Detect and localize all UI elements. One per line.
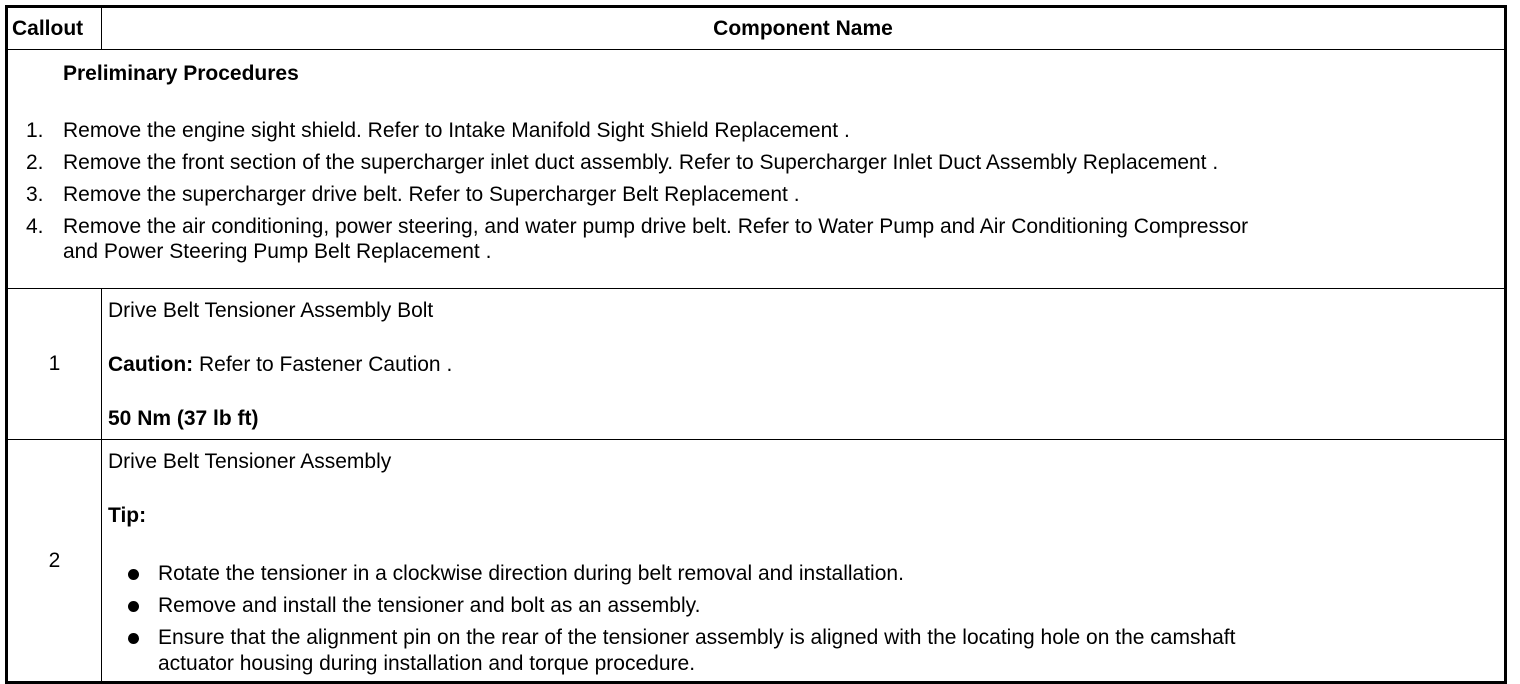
step-number: 2. [26,151,44,174]
preliminary-row [7,50,1506,289]
component-detail-cell [102,289,1506,440]
preliminary-step [8,116,1504,146]
step-text: Remove the engine sight shield. Refer to Intake Manifold Sight Shield Replacement . [63,119,850,142]
bullet-icon [128,633,139,644]
component-name-column-header: Component Name [102,7,1506,50]
tip-text: Remove and install the tensioner and bolt as an assembly. [158,594,701,617]
procedure-table [5,5,1507,684]
step-number: 1. [26,119,44,142]
step-text: Remove the supercharger drive belt. Refer to Supercharger Belt Replacement . [63,183,800,206]
bullet-icon [128,601,139,612]
preliminary-step [8,180,1504,210]
step-text: Remove the air conditioning, power steering, and water pump drive belt. Refer to Water Pump and Air Conditioning Compressor [63,215,1249,238]
bullet-icon [128,569,139,580]
step-text: Remove the front section of the supercharger inlet duct assembly. Refer to Supercharger Inlet Duct Assembly Replacement . [63,151,1219,174]
caution-line [108,353,1504,377]
tip-item [108,622,1504,677]
callout-column-header: Callout [7,7,102,50]
preliminary-step [8,212,1504,264]
callout-number: 1 [7,289,102,440]
step-text-continuation: and Power Steering Pump Belt Replacement . [63,240,492,263]
component-detail-cell [102,440,1506,683]
tip-label: Tip: [108,504,147,527]
step-number: 4. [26,215,44,238]
tip-text: Ensure that the alignment pin on the rear of the tensioner assembly is aligned with the locating hole on the camshaft [158,626,1236,649]
tip-item [108,558,1504,590]
tip-list [108,558,1504,677]
component-row [7,440,1506,683]
table-header-row [7,7,1506,50]
callout-number: 2 [7,440,102,683]
tip-text: Rotate the tensioner in a clockwise direction during belt removal and installation. [158,562,904,585]
preliminary-cell [7,50,1506,289]
step-number: 3. [26,183,44,206]
component-row [7,289,1506,440]
preliminary-steps-list [8,116,1504,264]
preliminary-step [8,148,1504,178]
tip-text-continuation: actuator housing during installation and torque procedure. [158,652,696,675]
component-name: Drive Belt Tensioner Assembly [108,450,392,473]
torque-spec: 50 Nm (37 lb ft) [108,407,259,430]
caution-text: Refer to Fastener Caution . [193,353,453,376]
preliminary-title: Preliminary Procedures [63,62,299,85]
component-name: Drive Belt Tensioner Assembly Bolt [108,299,434,322]
tip-item [108,590,1504,622]
caution-label: Caution: [108,353,194,376]
